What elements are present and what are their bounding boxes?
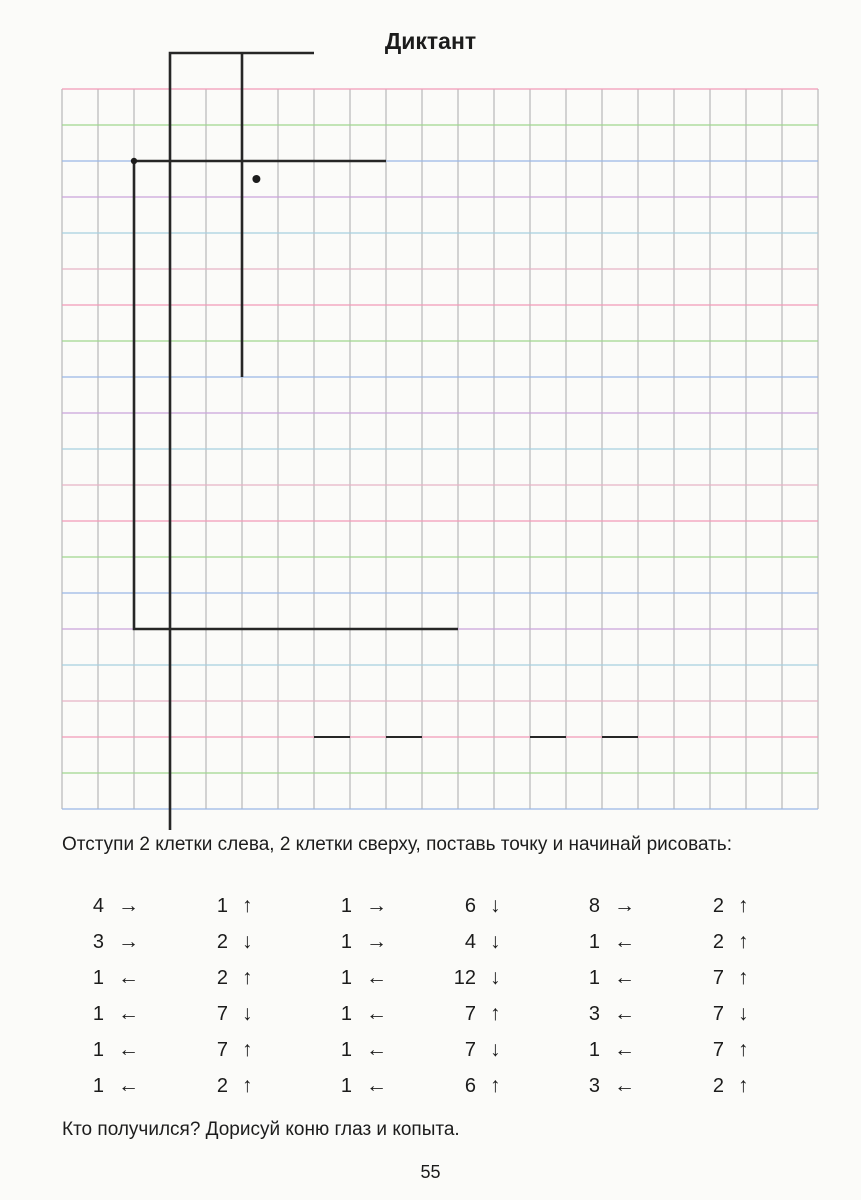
command-cell (564, 965, 635, 991)
step-count: 1 (340, 895, 352, 917)
arrow-left-icon: ← (614, 1002, 635, 1025)
step-count: 4 (464, 931, 476, 953)
step-count: 1 (340, 967, 352, 989)
arrow-down-icon: ↓ (490, 966, 501, 989)
step-count: 7 (464, 1039, 476, 1061)
arrow-left-icon: ← (118, 966, 139, 989)
arrow-up-icon: ↑ (242, 894, 253, 917)
arrow-up-icon: ↑ (738, 894, 749, 917)
arrow-left-icon: ← (614, 966, 635, 989)
arrow-up-icon: ↑ (490, 1074, 501, 1097)
arrow-left-icon: ← (614, 930, 635, 953)
command-cell (192, 929, 253, 955)
arrow-down-icon: ↓ (490, 1038, 501, 1061)
command-cell (440, 1037, 501, 1063)
step-count: 1 (216, 895, 228, 917)
command-cell (316, 1001, 387, 1027)
grid-lines (62, 89, 818, 809)
command-cell (316, 1037, 387, 1063)
question-text: Кто получился? Дорисуй коню глаз и копыта. (62, 1119, 460, 1140)
step-count: 1 (588, 931, 600, 953)
arrow-left-icon: ← (614, 1074, 635, 1097)
command-cell (688, 929, 749, 955)
command-cell (68, 965, 139, 991)
arrow-left-icon: ← (118, 1002, 139, 1025)
arrow-right-icon: → (366, 894, 387, 917)
command-cell (192, 893, 253, 919)
arrow-left-icon: ← (118, 1038, 139, 1061)
arrow-left-icon: ← (366, 1002, 387, 1025)
step-count: 2 (216, 931, 228, 953)
step-count: 3 (92, 931, 104, 953)
command-cell (68, 929, 139, 955)
horse-eye (252, 175, 260, 183)
step-count: 2 (216, 967, 228, 989)
command-cell (68, 1037, 139, 1063)
step-count: 7 (464, 1003, 476, 1025)
step-count: 3 (588, 1075, 600, 1097)
command-cell (688, 965, 749, 991)
command-cell (68, 1001, 139, 1027)
command-cell (564, 1073, 635, 1099)
step-count: 3 (588, 1003, 600, 1025)
command-cell (68, 893, 139, 919)
step-count: 7 (712, 1003, 724, 1025)
arrow-right-icon: → (614, 894, 635, 917)
step-count: 2 (712, 931, 724, 953)
arrow-right-icon: → (118, 930, 139, 953)
step-count: 1 (340, 1003, 352, 1025)
step-count: 7 (712, 967, 724, 989)
arrow-up-icon: ↑ (490, 1002, 501, 1025)
step-count: 7 (712, 1039, 724, 1061)
arrow-up-icon: ↑ (242, 966, 253, 989)
command-cell (316, 1073, 387, 1099)
command-cell (688, 893, 749, 919)
step-count: 1 (340, 1039, 352, 1061)
command-cell (440, 1001, 501, 1027)
command-cell (316, 929, 387, 955)
start-point (131, 158, 137, 164)
arrow-up-icon: ↑ (738, 930, 749, 953)
step-count: 1 (588, 1039, 600, 1061)
command-cell (192, 1001, 253, 1027)
step-count: 12 (453, 967, 476, 989)
step-count: 2 (216, 1075, 228, 1097)
command-cell (440, 1073, 501, 1099)
arrow-left-icon: ← (366, 966, 387, 989)
arrow-down-icon: ↓ (490, 930, 501, 953)
command-cell (564, 1001, 635, 1027)
command-cell (564, 893, 635, 919)
step-count: 4 (92, 895, 104, 917)
step-count: 1 (92, 967, 104, 989)
page-number: 55 (420, 1162, 441, 1182)
command-cell (440, 893, 501, 919)
command-table (0, 893, 861, 1113)
arrow-up-icon: ↑ (242, 1038, 253, 1061)
command-cell (316, 965, 387, 991)
step-count: 6 (464, 895, 476, 917)
step-count: 2 (712, 1075, 724, 1097)
step-count: 1 (92, 1003, 104, 1025)
command-cell (440, 929, 501, 955)
arrow-up-icon: ↑ (738, 966, 749, 989)
arrow-right-icon: → (118, 894, 139, 917)
step-count: 1 (92, 1039, 104, 1061)
arrow-up-icon: ↑ (738, 1038, 749, 1061)
instruction-text: Отступи 2 клетки слева, 2 клетки сверху, поставь точку и начинай рисовать: (62, 834, 732, 855)
step-count: 6 (464, 1075, 476, 1097)
arrow-left-icon: ← (614, 1038, 635, 1061)
step-count: 7 (216, 1003, 228, 1025)
command-cell (68, 1073, 139, 1099)
arrow-up-icon: ↑ (738, 1074, 749, 1097)
step-count: 1 (340, 931, 352, 953)
command-cell (688, 1073, 749, 1099)
arrow-left-icon: ← (366, 1038, 387, 1061)
step-count: 1 (92, 1075, 104, 1097)
command-cell (688, 1001, 749, 1027)
command-cell (192, 1073, 253, 1099)
arrow-right-icon: → (366, 930, 387, 953)
command-cell (316, 893, 387, 919)
page-title: Диктант (384, 28, 477, 54)
arrow-up-icon: ↑ (242, 1074, 253, 1097)
arrow-left-icon: ← (366, 1074, 387, 1097)
horse-outline (134, 53, 458, 830)
step-count: 7 (216, 1039, 228, 1061)
command-cell (564, 929, 635, 955)
command-cell (688, 1037, 749, 1063)
command-cell (192, 1037, 253, 1063)
step-count: 1 (588, 967, 600, 989)
command-cell (192, 965, 253, 991)
arrow-down-icon: ↓ (242, 1002, 253, 1025)
arrow-left-icon: ← (118, 1074, 139, 1097)
command-cell (440, 965, 501, 991)
arrow-down-icon: ↓ (490, 894, 501, 917)
step-count: 2 (712, 895, 724, 917)
arrow-down-icon: ↓ (242, 930, 253, 953)
arrow-down-icon: ↓ (738, 1002, 749, 1025)
step-count: 8 (588, 895, 600, 917)
command-cell (564, 1037, 635, 1063)
step-count: 1 (340, 1075, 352, 1097)
